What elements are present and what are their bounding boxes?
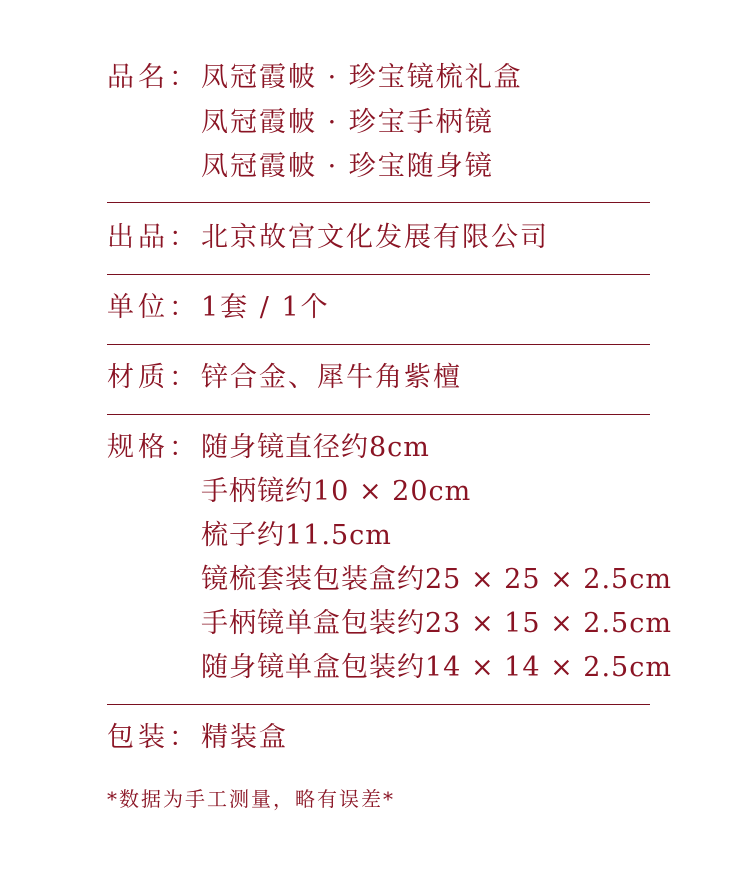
- divider: [107, 274, 650, 275]
- size-line-3: 梳子约11.5cm: [201, 520, 392, 551]
- product-name-line-1: 凤冠霞帔 · 珍宝镜梳礼盒: [201, 62, 523, 93]
- material-label: 材质：: [107, 362, 200, 393]
- size-line-4: 镜梳套装包装盒约25 × 25 × 2.5cm: [201, 564, 672, 595]
- material-value: 锌合金、犀牛角紫檀: [201, 362, 462, 393]
- product-name-line-3: 凤冠霞帔 · 珍宝随身镜: [201, 151, 494, 182]
- unit-label: 单位：: [107, 292, 200, 323]
- maker-label: 出品：: [107, 222, 200, 253]
- divider: [107, 704, 650, 705]
- product-name-label: 品名：: [107, 62, 200, 93]
- size-line-2: 手柄镜约10 × 20cm: [201, 476, 472, 507]
- divider: [107, 344, 650, 345]
- maker-value: 北京故宫文化发展有限公司: [201, 222, 549, 253]
- measurement-note: *数据为手工测量，略有误差*: [107, 787, 395, 811]
- unit-value: 1套 / 1个: [201, 292, 330, 323]
- size-label: 规格：: [107, 432, 200, 463]
- size-line-1: 随身镜直径约8cm: [201, 432, 430, 463]
- packaging-label: 包装：: [107, 722, 200, 753]
- divider: [107, 202, 650, 203]
- size-line-5: 手柄镜单盒包装约23 × 15 × 2.5cm: [201, 608, 672, 639]
- size-line-6: 随身镜单盒包装约14 × 14 × 2.5cm: [201, 652, 672, 683]
- packaging-value: 精装盒: [201, 722, 288, 753]
- divider: [107, 414, 650, 415]
- product-name-line-2: 凤冠霞帔 · 珍宝手柄镜: [201, 107, 494, 138]
